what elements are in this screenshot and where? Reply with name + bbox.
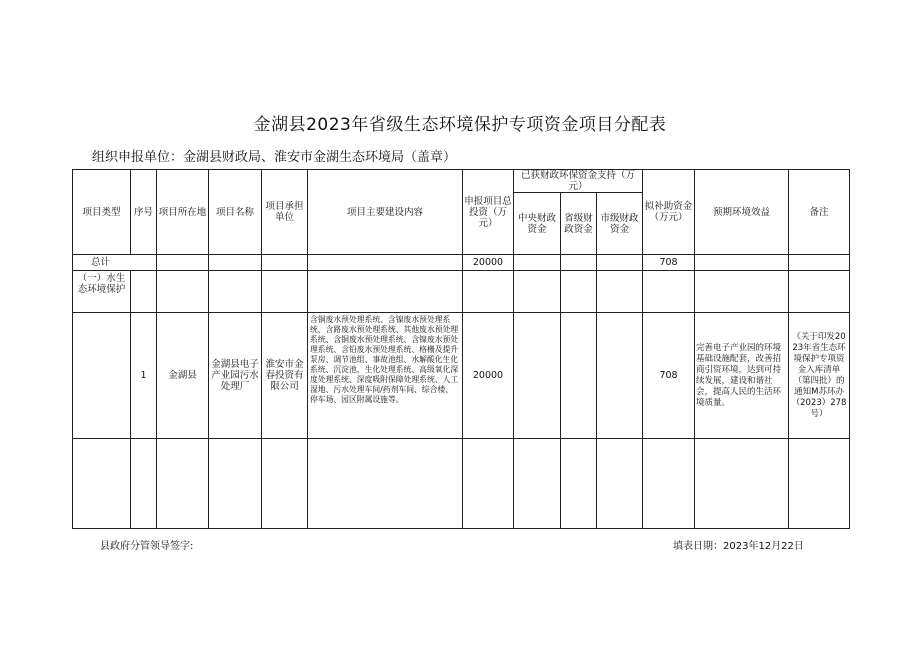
header-investment: 申报项目总投资（万元） bbox=[463, 170, 514, 255]
project-undertaker: 淮安市金春投资有限公司 bbox=[262, 313, 308, 439]
header-funds-group: 已获财政环保资金支持（万元） bbox=[514, 170, 643, 193]
header-provincial: 省级财政资金 bbox=[561, 193, 597, 255]
project-name: 金湖县电子产业园污水处理厂 bbox=[209, 313, 262, 439]
document-title: 金湖县2023年省级生态环境保护专项资金项目分配表 bbox=[253, 115, 667, 135]
project-seq: 1 bbox=[131, 313, 157, 439]
total-row bbox=[73, 255, 850, 271]
total-label: 总计 bbox=[73, 255, 157, 271]
header-project-type: 项目类型 bbox=[73, 170, 131, 255]
header-undertaker: 项目承担单位 bbox=[262, 170, 308, 255]
empty-row bbox=[73, 439, 850, 529]
organizing-unit-line: 组织申报单位：金湖县财政局、淮安市金湖生态环境局（盖章） bbox=[92, 150, 457, 165]
header-remark: 备注 bbox=[789, 170, 850, 255]
project-effect: 完善电子产业园的环境基础设施配套，改善招商引资环境，达到可持续发展，建设和谐社会，提高人民的生活环境质量。 bbox=[695, 313, 789, 439]
project-remark: 《关于印发2023年省生态环境保护专项资金入库清单（第四批）的通知M苏环办（2023）278号） bbox=[789, 313, 850, 439]
header-content: 项目主要建设内容 bbox=[308, 170, 463, 255]
fill-date: 填表日期：2023年12月22日 bbox=[673, 541, 804, 552]
project-location: 金湖县 bbox=[157, 313, 209, 439]
header-seq: 序号 bbox=[131, 170, 157, 255]
project-content: 含铜废水预处理系统、含镍废水预处理系统，含路废水预处理系统、其他废水预处理系统、含铜废水预处理系统、含镍废水预处理系统、含铅废水预处理系统、格栅及提升泵房、调节池组、事故池组、水解酸化生化系统、沉淀池，生化处理系统、高级氧化深度处理系统、深度吸附保障处理系统、人工湿地、污水处理车间/药剂车间、综合楼、停车场、园区附属设施等。 bbox=[308, 313, 463, 439]
header-effect: 预期环境效益 bbox=[695, 170, 789, 255]
category-row bbox=[73, 271, 850, 313]
signature-label: 县政府分管领导签字: bbox=[100, 541, 194, 552]
project-subsidy: 708 bbox=[643, 313, 695, 439]
header-row-top bbox=[73, 170, 850, 193]
header-subsidy: 拟补助资金（万元） bbox=[643, 170, 695, 255]
total-investment: 20000 bbox=[463, 255, 514, 271]
project-row bbox=[73, 313, 850, 439]
header-project-name: 项目名称 bbox=[209, 170, 262, 255]
header-municipal: 市级财政资金 bbox=[597, 193, 643, 255]
allocation-table bbox=[72, 169, 850, 529]
total-subsidy: 708 bbox=[643, 255, 695, 271]
header-location: 项目所在地 bbox=[157, 170, 209, 255]
project-investment: 20000 bbox=[463, 313, 514, 439]
category-label: （一）水生态环境保护 bbox=[73, 271, 131, 313]
header-central: 中央财政资金 bbox=[514, 193, 561, 255]
